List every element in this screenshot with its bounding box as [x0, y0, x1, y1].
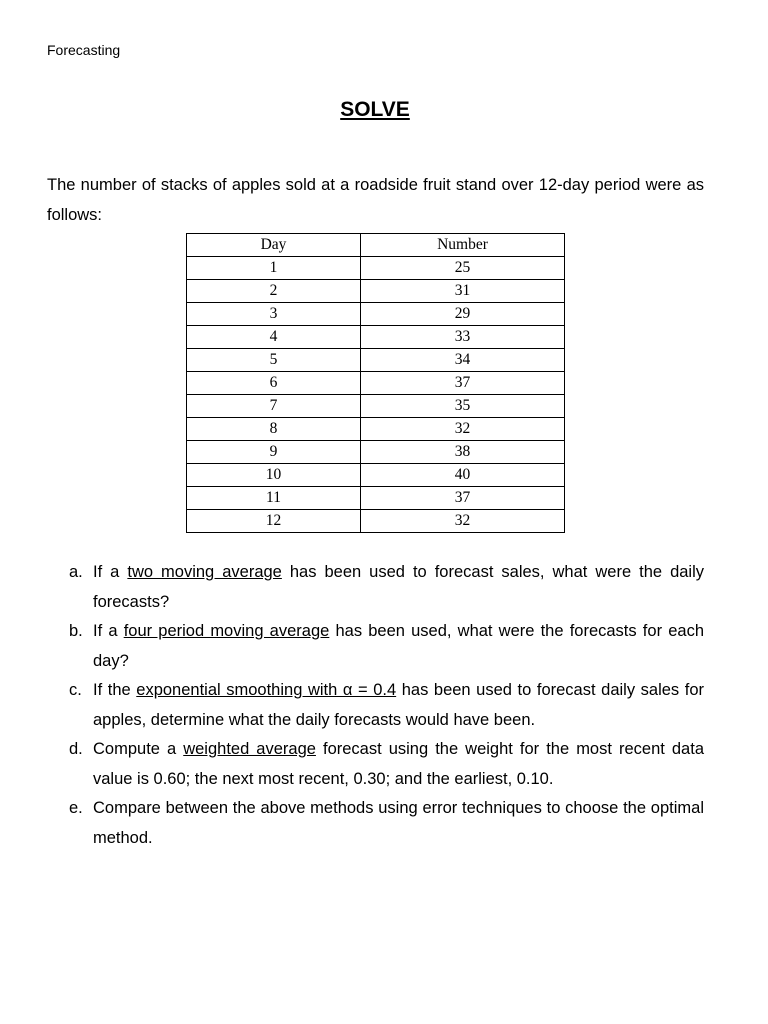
question-item: a. If a two moving average has been used to forecast sales, what were the daily forecasts?	[47, 558, 704, 617]
table-row	[187, 487, 565, 510]
question-item: c. If the exponential smoothing with α = 0.4 has been used to forecast daily sales for apples, determine what the daily forecasts would have been.	[47, 676, 704, 735]
question-letter: c.	[69, 681, 82, 699]
question-term: two moving average	[127, 563, 282, 581]
cell-day: 2	[187, 280, 361, 303]
cell-day: 6	[187, 372, 361, 395]
cell-number: 37	[361, 487, 565, 510]
question-item: e. Compare between the above methods using error techniques to choose the optimal method.	[47, 794, 704, 853]
cell-day: 9	[187, 441, 361, 464]
question-item: d. Compute a weighted average forecast using the weight for the most recent data value is 0.60; the next most recent, 0.30; and the earliest, 0.10.	[47, 735, 704, 794]
cell-day: 10	[187, 464, 361, 487]
cell-number: 35	[361, 395, 565, 418]
question-letter: a.	[69, 563, 83, 581]
table-row	[187, 349, 565, 372]
question-letter: d.	[69, 740, 83, 758]
cell-number: 32	[361, 418, 565, 441]
intro-paragraph: The number of stacks of apples sold at a roadside fruit stand over 12-day period were as follows:	[47, 176, 704, 224]
column-header-day: Day	[187, 234, 361, 257]
question-letter: e.	[69, 799, 83, 817]
table-row	[187, 372, 565, 395]
cell-day: 8	[187, 418, 361, 441]
page-title: SOLVE	[340, 98, 410, 121]
cell-number: 37	[361, 372, 565, 395]
column-header-number: Number	[361, 234, 565, 257]
cell-number: 25	[361, 257, 565, 280]
page-header: Forecasting	[47, 42, 121, 58]
cell-number: 32	[361, 510, 565, 533]
sales-table	[186, 233, 565, 533]
table-row	[187, 510, 565, 533]
table-row	[187, 303, 565, 326]
table-row	[187, 326, 565, 349]
table-header-row	[187, 234, 565, 257]
table-row	[187, 257, 565, 280]
cell-number: 31	[361, 280, 565, 303]
cell-number: 40	[361, 464, 565, 487]
cell-number: 34	[361, 349, 565, 372]
question-item: b. If a four period moving average has been used, what were the forecasts for each day?	[47, 617, 704, 676]
cell-day: 4	[187, 326, 361, 349]
cell-number: 29	[361, 303, 565, 326]
question-letter: b.	[69, 622, 83, 640]
cell-day: 11	[187, 487, 361, 510]
question-term: weighted average	[183, 740, 316, 758]
table-row	[187, 280, 565, 303]
cell-number: 38	[361, 441, 565, 464]
cell-day: 7	[187, 395, 361, 418]
question-term: exponential smoothing with α = 0.4	[136, 681, 397, 699]
cell-day: 1	[187, 257, 361, 280]
cell-day: 5	[187, 349, 361, 372]
cell-number: 33	[361, 326, 565, 349]
cell-day: 12	[187, 510, 361, 533]
table-row	[187, 464, 565, 487]
cell-day: 3	[187, 303, 361, 326]
table-row	[187, 395, 565, 418]
table-row	[187, 441, 565, 464]
table-row	[187, 418, 565, 441]
question-term: four period moving average	[123, 622, 330, 640]
question-list	[47, 558, 704, 853]
